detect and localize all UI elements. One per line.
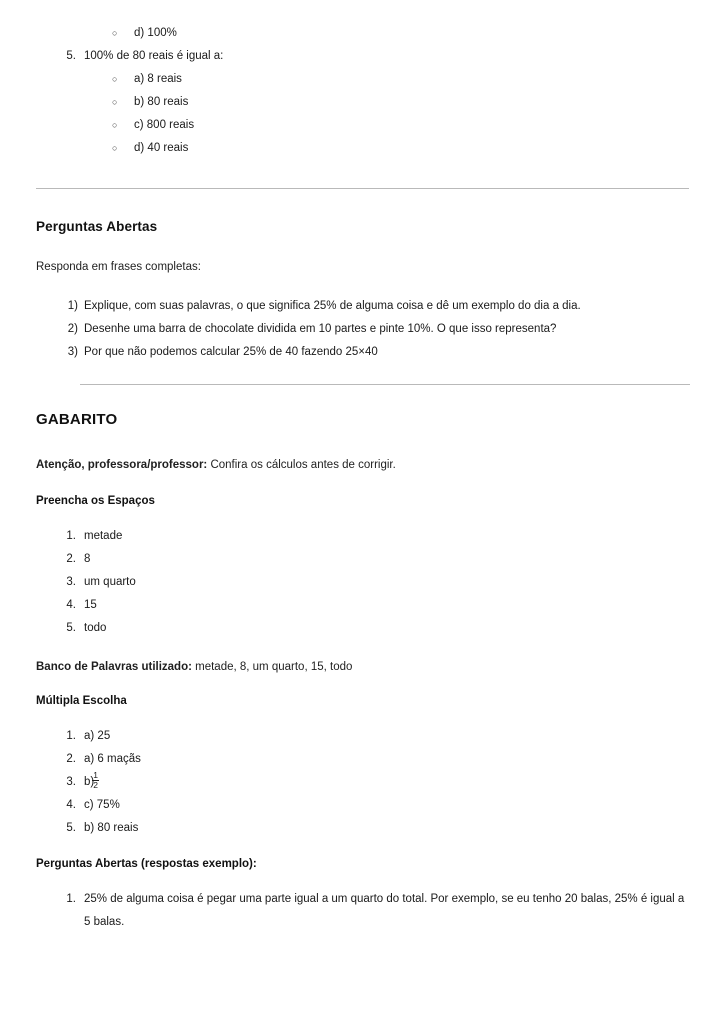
list-item — [36, 794, 689, 817]
answer-text: 25% de alguma coisa é pegar uma parte igual a um quarto do total. Por exemplo, se eu tenho 20 balas, 25% é igual a 5 balas. — [84, 893, 685, 928]
answer-text: a) 25 — [84, 730, 111, 742]
answer-text: todo — [84, 622, 107, 634]
circle-bullet-icon: ○ — [112, 74, 118, 84]
list-item — [36, 771, 689, 794]
item-number: 5. — [66, 622, 76, 634]
list-item — [36, 817, 689, 840]
spacer — [36, 507, 689, 525]
spacer — [36, 189, 689, 219]
open-questions-heading: Perguntas Abertas — [36, 219, 158, 234]
answer-key-heading: GABARITO — [36, 411, 118, 428]
list-item — [36, 137, 689, 160]
item-number: 1) — [67, 300, 78, 312]
circle-bullet-icon: ○ — [112, 120, 118, 130]
answer-text: b) — [84, 776, 95, 788]
list-item — [36, 888, 689, 934]
question-number: 5. — [66, 50, 76, 62]
question-5-options — [36, 68, 689, 160]
spacer — [36, 364, 689, 384]
list-item — [36, 341, 689, 364]
fill-blanks-answers — [36, 525, 689, 640]
option-text: d) 100% — [134, 27, 177, 39]
spacer — [36, 160, 689, 188]
list-item — [36, 594, 689, 617]
open-answers-list — [36, 888, 689, 934]
list-item — [36, 617, 689, 640]
list-item — [36, 318, 689, 341]
item-number: 3. — [66, 776, 76, 788]
spacer — [36, 234, 689, 256]
question-text: Explique, com suas palavras, o que significa 25% de alguma coisa e dê um exemplo do dia a dia. — [84, 300, 581, 312]
list-item — [36, 91, 689, 114]
open-answers-heading: Perguntas Abertas (respostas exemplo): — [36, 858, 257, 870]
teacher-note-text: Confira os cálculos antes de corrigir. — [207, 459, 396, 471]
spacer — [36, 385, 689, 411]
spacer — [36, 870, 689, 888]
item-number: 4. — [66, 799, 76, 811]
spacer — [36, 279, 689, 295]
list-item — [36, 68, 689, 91]
circle-bullet-icon: ○ — [112, 28, 118, 38]
spacer — [36, 679, 689, 695]
item-number: 4. — [66, 599, 76, 611]
word-bank-values: metade, 8, um quarto, 15, todo — [191, 661, 353, 673]
fraction-denominator: 2 — [93, 779, 98, 790]
teacher-note-label: Atenção, professora/professor: — [36, 459, 208, 471]
circle-bullet-icon: ○ — [112, 97, 118, 107]
list-item — [36, 22, 689, 45]
item-number: 2. — [66, 753, 76, 765]
item-number: 3) — [67, 346, 78, 358]
item-number: 1. — [66, 530, 76, 542]
item-number: 5. — [66, 822, 76, 834]
spacer — [36, 707, 689, 725]
item-number: 1. — [66, 730, 76, 742]
carryover-option-list — [36, 22, 689, 45]
option-text: d) 40 reais — [134, 142, 189, 154]
question-text: Por que não podemos calcular 25% de 40 fazendo 25×40 — [84, 346, 378, 358]
option-text: b) 80 reais — [134, 96, 189, 108]
answer-text: um quarto — [84, 576, 136, 588]
answer-text: metade — [84, 530, 123, 542]
option-text: a) 8 reais — [134, 73, 182, 85]
spacer — [36, 640, 689, 656]
spacer — [36, 428, 689, 454]
answer-text: 8 — [84, 553, 91, 565]
list-item — [36, 725, 689, 748]
spacer — [36, 477, 689, 495]
list-item — [36, 525, 689, 548]
item-number: 1. — [66, 893, 76, 905]
question-5-block — [36, 45, 689, 68]
fill-blanks-heading: Preencha os Espaços — [36, 495, 155, 507]
open-questions-instruction: Responda em frases completas: — [36, 261, 201, 273]
list-item — [36, 114, 689, 137]
item-number: 3. — [66, 576, 76, 588]
answer-text: b) 80 reais — [84, 822, 139, 834]
word-bank-label: Banco de Palavras utilizado: — [36, 661, 192, 673]
item-number: 2) — [67, 323, 78, 335]
list-item — [36, 571, 689, 594]
item-number: 2. — [66, 553, 76, 565]
question-stem: 100% de 80 reais é igual a: — [84, 50, 224, 62]
circle-bullet-icon: ○ — [112, 143, 118, 153]
fraction-numerator: 1 — [93, 769, 98, 780]
spacer — [36, 840, 689, 858]
answer-text: c) 75% — [84, 799, 120, 811]
list-item — [36, 748, 689, 771]
teacher-note — [36, 454, 689, 477]
option-text: c) 800 reais — [134, 119, 195, 131]
list-item — [36, 45, 689, 68]
question-text: Desenhe uma barra de chocolate dividida em 10 partes e pinte 10%. O que isso representa? — [84, 323, 557, 335]
answer-text: 15 — [84, 599, 97, 611]
answer-text: a) 6 maçãs — [84, 753, 141, 765]
word-bank — [36, 656, 689, 679]
list-item — [36, 295, 689, 318]
multiple-choice-heading: Múltipla Escolha — [36, 695, 127, 707]
multiple-choice-answers — [36, 725, 689, 840]
open-questions-list — [36, 295, 689, 364]
list-item — [36, 548, 689, 571]
fraction-one-half — [92, 771, 99, 789]
